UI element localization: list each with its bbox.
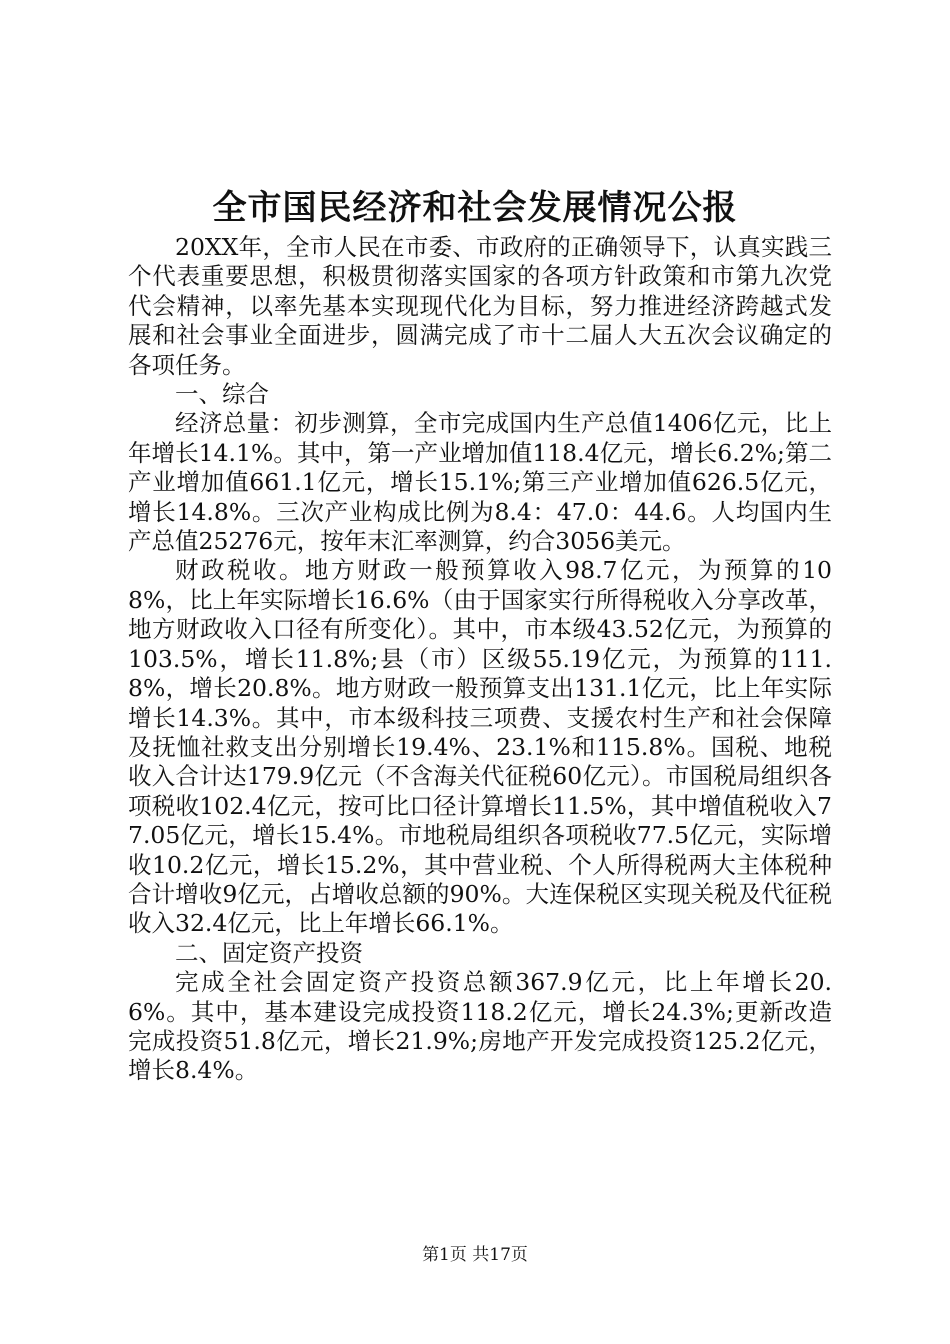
document-title: 全市国民经济和社会发展情况公报 (212, 188, 738, 228)
investment-paragraph: 完成全社会固定资产投资总额367.9亿元，比上年增长20.6%。其中，基本建设完成投资118.2亿元，增长24.3%;更新改造完成投资51.8亿元，增长21.9%;房地产开发完成投资125.2亿元，增长8.4%。 (128, 968, 832, 1085)
intro-paragraph: 20XX年，全市人民在市委、市政府的正确领导下，认真实践三个代表重要思想，积极贯彻落实国家的各项方针政策和市第九次党代会精神，以率先基本实现现代化为目标，努力推进经济跨越式发展和社会事业全面进步，圆满完成了市十二届人大五次会议确定的各项任务。 (128, 233, 832, 379)
document-body (128, 233, 832, 1086)
economy-paragraph: 经济总量：初步测算，全市完成国内生产总值1406亿元，比上年增长14.1%。其中，第一产业增加值118.4亿元，增长6.2%;第二产业增加值661.1亿元，增长15.1%;第三产业增加值626.5亿元，增长14.8%。三次产业构成比例为8.4：47.0：44.6。人均国内生产总值25276元，按年末汇率测算，约合3056美元。 (128, 409, 832, 556)
section-heading-investment: 二、固定资产投资 (175, 938, 363, 967)
section-heading-general: 一、综合 (175, 380, 269, 409)
finance-paragraph: 财政税收。地方财政一般预算收入98.7亿元，为预算的108%，比上年实际增长16.6%（由于国家实行所得税收入分享改革，地方财政收入口径有所变化）。其中，市本级43.52亿元，为预算的103.5%，增长11.8%;县（市）区级55.19亿元，为预算的111.8%，增长20.8%。地方财政一般预算支出131.1亿元，比上年实际增长14.3%。其中，市本级科技三项费、支援农村生产和社会保障及抚恤社救支出分别增长19.4%、23.1%和115.8%。国税、地税收入合计达179.9亿元（不含海关代征税60亿元）。市国税局组织各项税收102.4亿元，按可比口径计算增长11.5%，其中增值税收入77.05亿元，增长15.4%。市地税局组织各项税收77.5亿元，实际增收10.2亿元，增长15.2%，其中营业税、个人所得税两大主体税种合计增收9亿元，占增收总额的90%。大连保税区实现关税及代征税收入32.4亿元，比上年增长66.1%。 (128, 556, 832, 938)
page-number-footer: 第1页 共17页 (422, 1245, 528, 1265)
